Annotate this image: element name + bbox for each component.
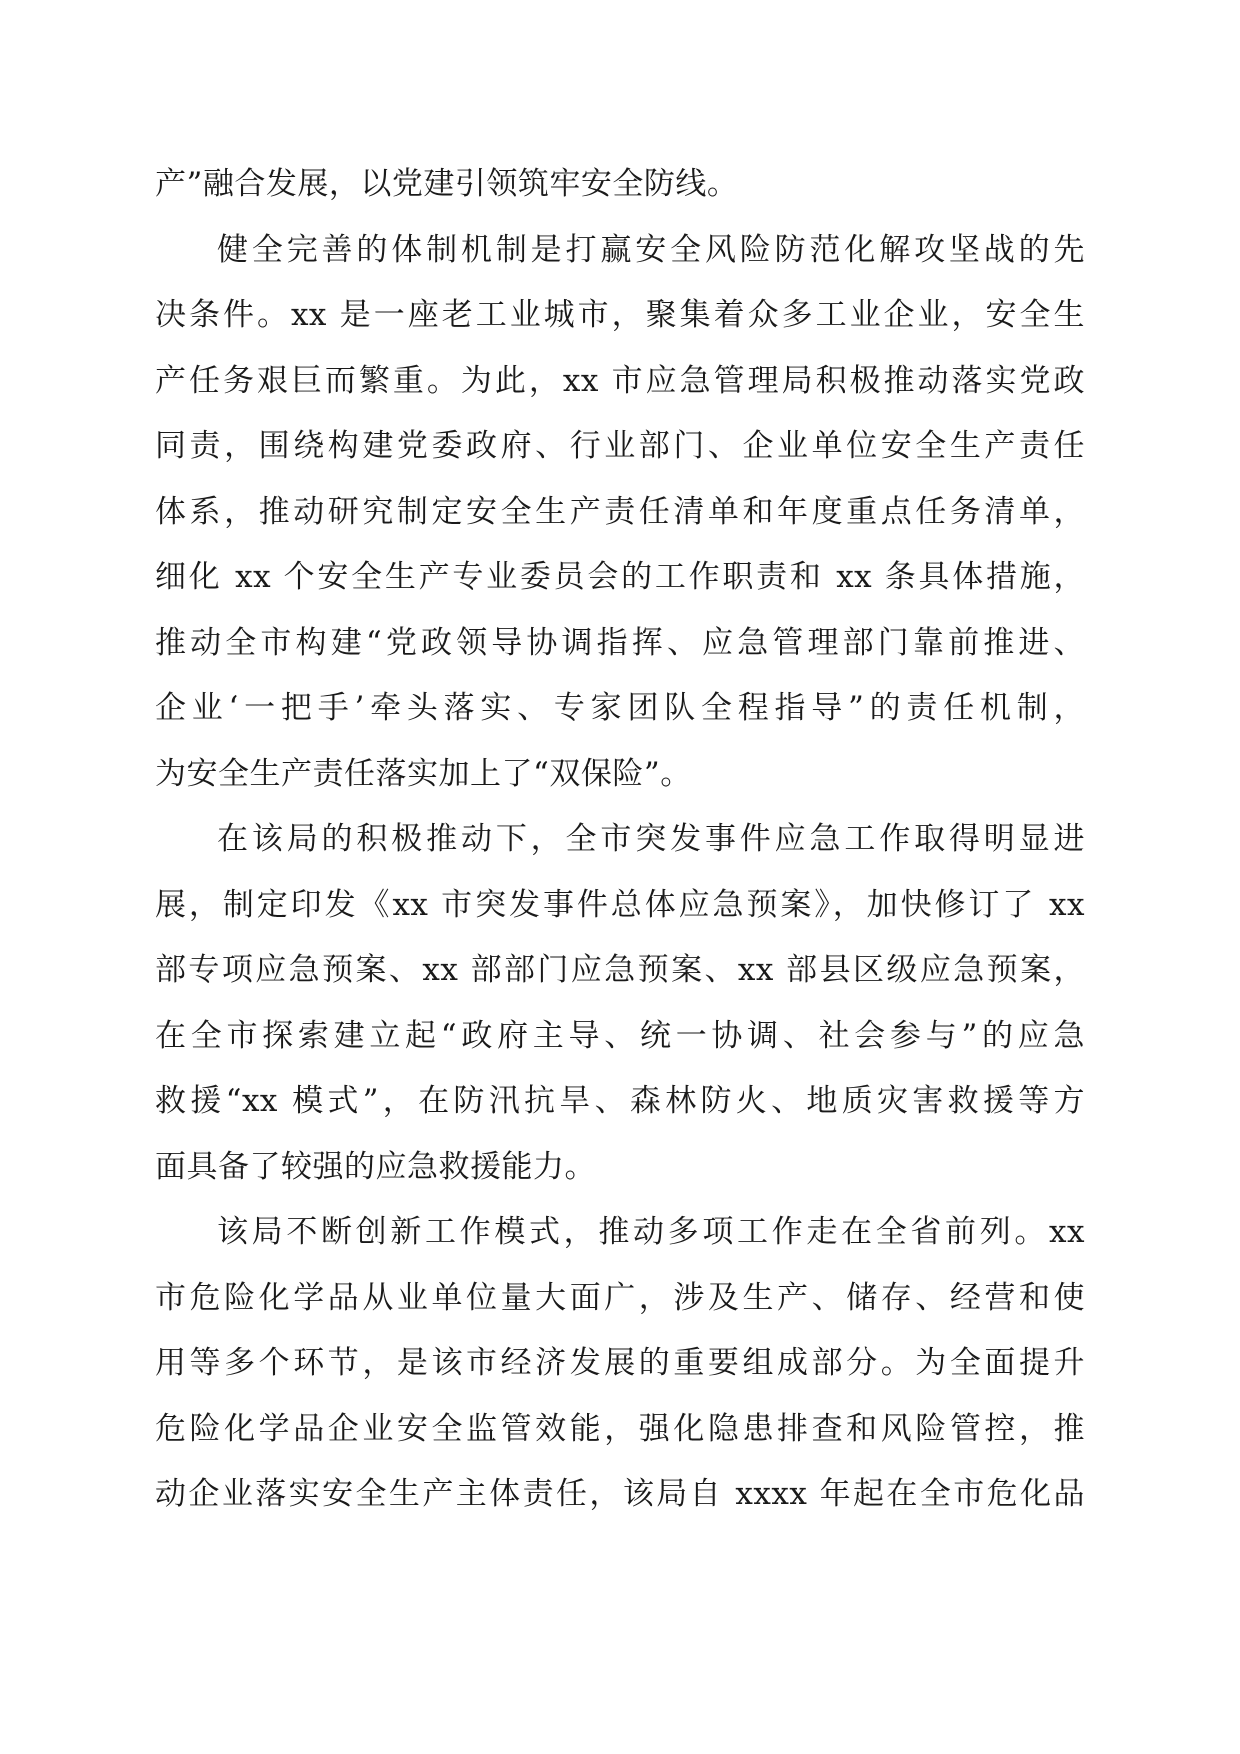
paragraph-line: 救援“xx 模式”，在防汛抗旱、森林防火、地质灾害救援等方 <box>155 1083 1085 1119</box>
document-body <box>155 152 1085 1528</box>
paragraph-line: 体系，推动研究制定安全生产责任清单和年度重点任务清单， <box>155 493 1085 530</box>
paragraph-line: 在全市探索建立起“政府主导、统一协调、社会参与”的应急 <box>155 1017 1085 1054</box>
paragraph-line: 该局不断创新工作模式，推动多项工作走在全省前列。xx <box>217 1214 1085 1250</box>
paragraph-line: 面具备了较强的应急救援能力。 <box>155 1148 596 1185</box>
paragraph-line: 危险化学品企业安全监管效能，强化隐患排查和风险管控，推 <box>155 1410 1085 1447</box>
paragraph-line: 为安全生产责任落实加上了“双保险”。 <box>155 755 692 792</box>
paragraph-line: 部专项应急预案、xx 部部门应急预案、xx 部县区级应急预案， <box>155 952 1085 988</box>
paragraph-line: 细化 xx 个安全生产专业委员会的工作职责和 xx 条具体措施， <box>155 559 1085 595</box>
paragraph-line: 动企业落实安全生产主体责任，该局自 xxxx 年起在全市危化品 <box>155 1476 1085 1512</box>
paragraph-line: 市危险化学品从业单位量大面广，涉及生产、储存、经营和使 <box>155 1279 1085 1316</box>
paragraph-line: 产”融合发展，以党建引领筑牢安全防线。 <box>155 166 739 202</box>
paragraph-line: 用等多个环节，是该市经济发展的重要组成部分。为全面提升 <box>155 1345 1085 1381</box>
paragraph-line: 同责，围绕构建党委政府、行业部门、企业单位安全生产责任 <box>155 428 1085 464</box>
paragraph-line: 在该局的积极推动下，全市突发事件应急工作取得明显进 <box>217 821 1085 857</box>
paragraph-line: 企业‘一把手’牵头落实、专家团队全程指导”的责任机制， <box>155 690 1085 726</box>
paragraph-line: 决条件。xx 是一座老工业城市，聚集着众多工业企业，安全生 <box>155 297 1085 333</box>
paragraph-line: 推动全市构建“党政领导协调指挥、应急管理部门靠前推进、 <box>155 624 1085 661</box>
paragraph-line: 健全完善的体制机制是打赢安全风险防范化解攻坚战的先 <box>217 231 1085 268</box>
paragraph-line: 展，制定印发《xx 市突发事件总体应急预案》，加快修订了 xx <box>155 886 1085 923</box>
paragraph-line: 产任务艰巨而繁重。为此，xx 市应急管理局积极推动落实党政 <box>155 362 1085 399</box>
